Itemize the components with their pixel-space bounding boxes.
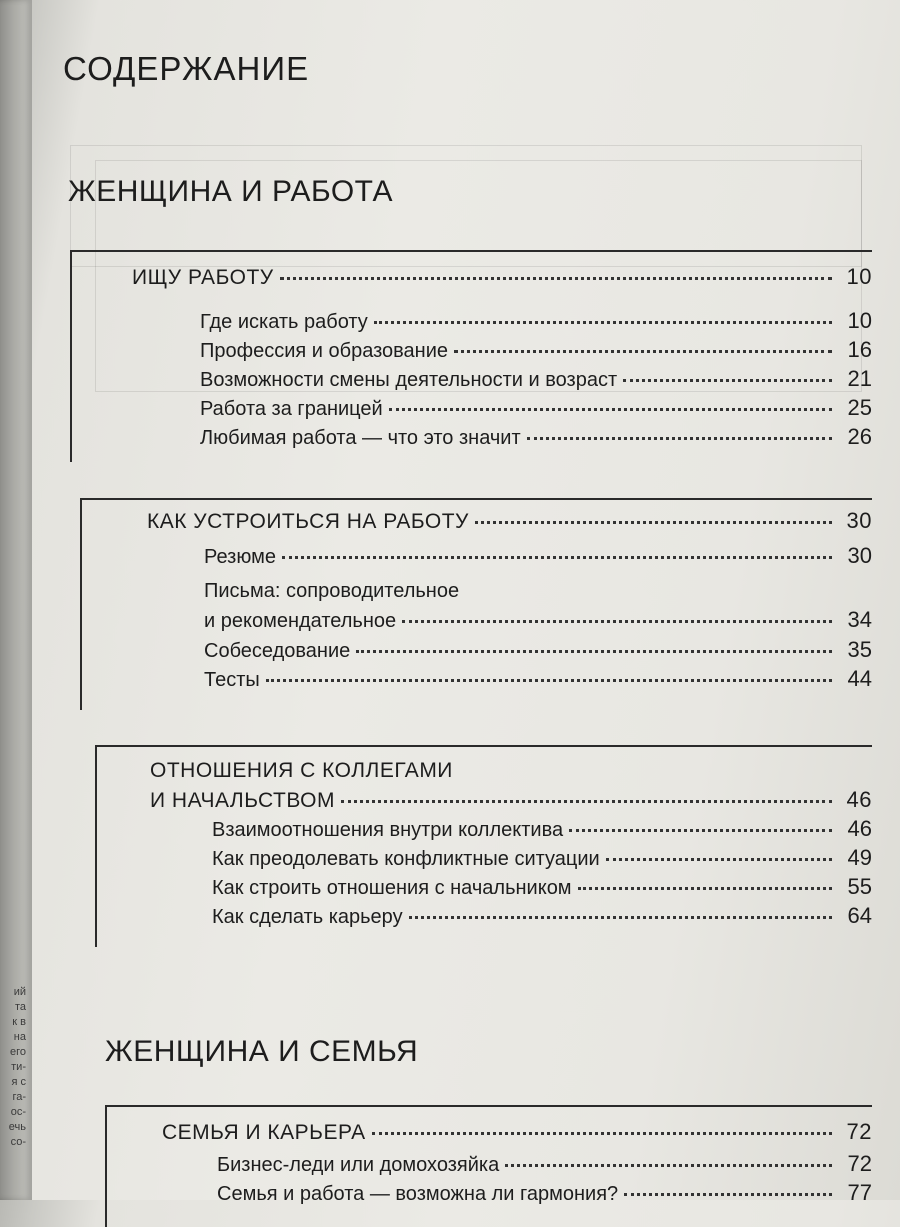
page-number: 77 bbox=[847, 1180, 872, 1205]
page-number: 10 bbox=[846, 264, 872, 289]
leader-dots bbox=[527, 436, 832, 440]
toc-entry bbox=[72, 308, 872, 334]
entry-label: Взаимоотношения внутри коллектива bbox=[212, 819, 564, 841]
entry-label: Любимая работа — что это значит bbox=[200, 427, 521, 449]
toc-entry bbox=[72, 395, 872, 421]
toc-entry bbox=[97, 845, 872, 871]
entry-label: Бизнес-леди или домохозяйка bbox=[217, 1154, 500, 1176]
entry-label: Как строить отношения с начальником bbox=[212, 877, 572, 899]
leader-dots bbox=[623, 378, 832, 382]
leader-dots bbox=[569, 828, 832, 832]
toc-entry bbox=[72, 366, 872, 392]
page-number: 35 bbox=[847, 637, 872, 662]
toc-entry-line1: Письма: сопроводительное bbox=[204, 580, 460, 602]
toc-entry bbox=[82, 543, 872, 569]
page-number: 46 bbox=[846, 787, 872, 812]
entry-label: Собеседование bbox=[204, 640, 351, 662]
page-number: 72 bbox=[847, 1151, 872, 1176]
chapter-title: КАК УСТРОИТЬСЯ НА РАБОТУ bbox=[147, 510, 469, 533]
fragment: ос- bbox=[10, 1106, 26, 1118]
leader-dots bbox=[402, 619, 832, 623]
page-number: 10 bbox=[847, 308, 872, 333]
page-number: 34 bbox=[847, 607, 872, 632]
toc-entry bbox=[107, 1180, 872, 1206]
entry-label: Где искать работу bbox=[200, 311, 368, 333]
chapter-box-getting-hired bbox=[80, 498, 872, 710]
toc-entry bbox=[82, 637, 872, 663]
leader-dots bbox=[266, 678, 832, 682]
fragment: га- bbox=[12, 1091, 26, 1103]
leader-dots bbox=[475, 520, 832, 524]
leader-dots bbox=[624, 1192, 832, 1196]
leader-dots bbox=[341, 799, 832, 803]
page-number: 72 bbox=[846, 1119, 872, 1144]
entry-label: Резюме bbox=[204, 546, 276, 568]
chapter-title: СЕМЬЯ И КАРЬЕРА bbox=[162, 1121, 366, 1144]
page-number: 30 bbox=[846, 508, 872, 533]
entry-label: Как преодолевать конфликтные ситуации bbox=[212, 848, 600, 870]
page-number: 44 bbox=[847, 666, 872, 691]
book-spine bbox=[0, 0, 32, 1200]
fragment: ти- bbox=[11, 1061, 26, 1073]
leader-dots bbox=[409, 915, 832, 919]
leader-dots bbox=[606, 857, 832, 861]
fragment: я с bbox=[11, 1076, 26, 1088]
chapter-heading bbox=[72, 264, 872, 290]
toc-entry bbox=[72, 424, 872, 450]
fragment: на bbox=[13, 1031, 26, 1043]
chapter-box-job-search bbox=[70, 250, 872, 462]
chapter-heading bbox=[97, 787, 872, 813]
entry-label: Как сделать карьеру bbox=[212, 906, 403, 928]
chapter-title-line1: ОТНОШЕНИЯ С КОЛЛЕГАМИ bbox=[150, 759, 453, 782]
page-number: 16 bbox=[847, 337, 872, 362]
toc-entry bbox=[97, 903, 872, 929]
entry-label: Возможности смены деятельности и возраст bbox=[200, 369, 618, 391]
entry-label: Профессия и образование bbox=[200, 340, 449, 362]
leader-dots bbox=[280, 276, 832, 280]
page-number: 26 bbox=[847, 424, 872, 449]
page-number: 25 bbox=[847, 395, 872, 420]
chapter-box-relationships bbox=[95, 745, 872, 947]
leader-dots bbox=[389, 407, 832, 411]
toc-entry bbox=[82, 666, 872, 692]
toc-entry bbox=[107, 1151, 872, 1177]
page-number: 30 bbox=[847, 543, 872, 568]
fragment: со- bbox=[10, 1136, 26, 1148]
leader-dots bbox=[505, 1163, 832, 1167]
fragment: ий bbox=[13, 986, 26, 998]
page-number: 55 bbox=[847, 874, 872, 899]
chapter-heading bbox=[107, 1119, 872, 1145]
chapter-title: ИЩУ РАБОТУ bbox=[132, 266, 274, 289]
page-title: СОДЕРЖАНИЕ bbox=[63, 50, 310, 87]
adjacent-page-fragments bbox=[0, 985, 26, 1150]
entry-label: Тесты bbox=[204, 669, 260, 691]
fragment: ечь bbox=[8, 1121, 26, 1133]
fragment: к в bbox=[12, 1016, 26, 1028]
toc-entry bbox=[97, 874, 872, 900]
chapter-title: И НАЧАЛЬСТВОМ bbox=[150, 789, 335, 812]
toc-entry bbox=[72, 337, 872, 363]
fragment: та bbox=[14, 1001, 26, 1013]
page-number: 21 bbox=[847, 366, 872, 391]
entry-label: Работа за границей bbox=[200, 398, 383, 420]
page-number: 49 bbox=[847, 845, 872, 870]
chapter-heading bbox=[82, 508, 872, 534]
chapter-box-family-career bbox=[105, 1105, 872, 1227]
fragment: его bbox=[9, 1046, 26, 1058]
leader-dots bbox=[372, 1131, 832, 1135]
entry-label: Семья и работа — возможна ли гармония? bbox=[217, 1183, 619, 1205]
leader-dots bbox=[374, 320, 832, 324]
leader-dots bbox=[578, 886, 832, 890]
leader-dots bbox=[356, 649, 832, 653]
page-number: 46 bbox=[847, 816, 872, 841]
leader-dots bbox=[454, 349, 832, 353]
entry-label: и рекомендательное bbox=[204, 610, 397, 632]
toc-entry bbox=[97, 816, 872, 842]
section-title-family: ЖЕНЩИНА И СЕМЬЯ bbox=[105, 1035, 419, 1068]
page-number: 64 bbox=[847, 903, 872, 928]
leader-dots bbox=[282, 555, 832, 559]
section-title-work: ЖЕНЩИНА И РАБОТА bbox=[68, 175, 394, 208]
toc-entry bbox=[82, 607, 872, 633]
